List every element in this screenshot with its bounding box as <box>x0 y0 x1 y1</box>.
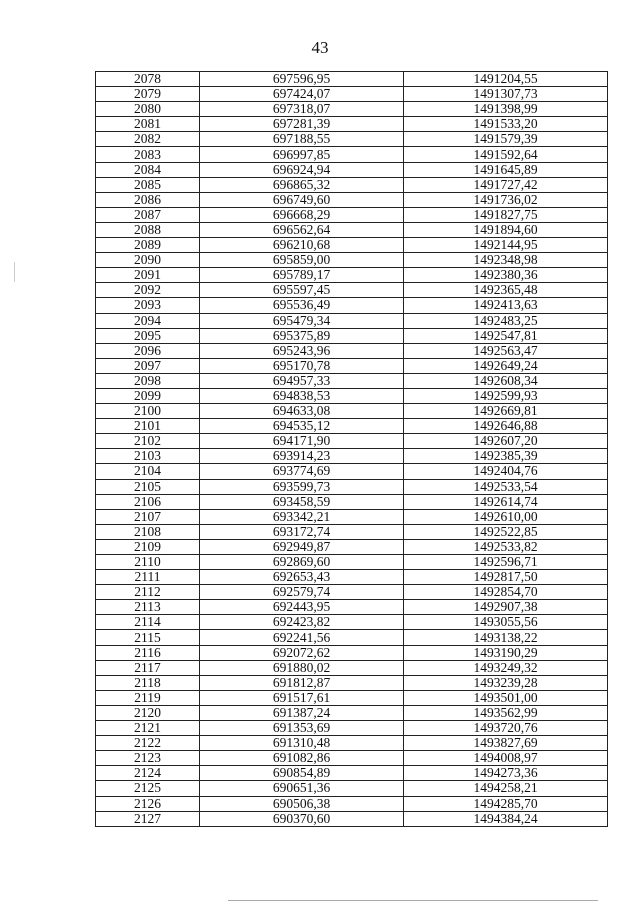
table-row <box>96 630 608 645</box>
y-coordinate-cell: 1492385,39 <box>404 449 608 464</box>
y-coordinate-cell: 1492610,00 <box>404 509 608 524</box>
point-number-cell: 2108 <box>96 524 200 539</box>
x-coordinate-cell: 692869,60 <box>200 555 404 570</box>
point-number-cell: 2101 <box>96 419 200 434</box>
y-coordinate-cell: 1494008,97 <box>404 751 608 766</box>
x-coordinate-cell: 695597,45 <box>200 283 404 298</box>
point-number-cell: 2083 <box>96 147 200 162</box>
table-row <box>96 373 608 388</box>
table-row <box>96 147 608 162</box>
y-coordinate-cell: 1491579,39 <box>404 132 608 147</box>
y-coordinate-cell: 1491645,89 <box>404 162 608 177</box>
x-coordinate-cell: 691880,02 <box>200 660 404 675</box>
table-row <box>96 449 608 464</box>
x-coordinate-cell: 691517,61 <box>200 690 404 705</box>
y-coordinate-cell: 1493249,32 <box>404 660 608 675</box>
table-row <box>96 645 608 660</box>
table-row <box>96 207 608 222</box>
table-row <box>96 736 608 751</box>
x-coordinate-cell: 692579,74 <box>200 585 404 600</box>
y-coordinate-cell: 1494384,24 <box>404 811 608 826</box>
point-number-cell: 2121 <box>96 721 200 736</box>
table-row <box>96 524 608 539</box>
y-coordinate-cell: 1492599,93 <box>404 388 608 403</box>
y-coordinate-cell: 1493239,28 <box>404 675 608 690</box>
y-coordinate-cell: 1493720,76 <box>404 721 608 736</box>
x-coordinate-cell: 693914,23 <box>200 449 404 464</box>
table-row <box>96 509 608 524</box>
y-coordinate-cell: 1491592,64 <box>404 147 608 162</box>
table-row <box>96 781 608 796</box>
point-number-cell: 2079 <box>96 87 200 102</box>
x-coordinate-cell: 694838,53 <box>200 388 404 403</box>
y-coordinate-cell: 1492854,70 <box>404 585 608 600</box>
x-coordinate-cell: 690854,89 <box>200 766 404 781</box>
table-row <box>96 690 608 705</box>
table-row <box>96 132 608 147</box>
y-coordinate-cell: 1491736,02 <box>404 192 608 207</box>
y-coordinate-cell: 1493827,69 <box>404 736 608 751</box>
point-number-cell: 2119 <box>96 690 200 705</box>
point-number-cell: 2125 <box>96 781 200 796</box>
x-coordinate-cell: 697596,95 <box>200 72 404 87</box>
y-coordinate-cell: 1493501,00 <box>404 690 608 705</box>
table-row <box>96 419 608 434</box>
x-coordinate-cell: 694633,08 <box>200 404 404 419</box>
table-row <box>96 404 608 419</box>
y-coordinate-cell: 1492547,81 <box>404 328 608 343</box>
y-coordinate-cell: 1491398,99 <box>404 102 608 117</box>
x-coordinate-cell: 696668,29 <box>200 207 404 222</box>
page-number: 43 <box>311 38 329 57</box>
y-coordinate-cell: 1491894,60 <box>404 222 608 237</box>
y-coordinate-cell: 1492596,71 <box>404 555 608 570</box>
y-coordinate-cell: 1492669,81 <box>404 404 608 419</box>
point-number-cell: 2115 <box>96 630 200 645</box>
table-row <box>96 766 608 781</box>
point-number-cell: 2118 <box>96 675 200 690</box>
point-number-cell: 2082 <box>96 132 200 147</box>
point-number-cell: 2086 <box>96 192 200 207</box>
y-coordinate-cell: 1493138,22 <box>404 630 608 645</box>
x-coordinate-cell: 696865,32 <box>200 177 404 192</box>
y-coordinate-cell: 1492533,82 <box>404 539 608 554</box>
table-row <box>96 388 608 403</box>
table-row <box>96 539 608 554</box>
table-row <box>96 72 608 87</box>
x-coordinate-cell: 694171,90 <box>200 434 404 449</box>
point-number-cell: 2100 <box>96 404 200 419</box>
x-coordinate-cell: 695479,34 <box>200 313 404 328</box>
x-coordinate-cell: 694957,33 <box>200 373 404 388</box>
x-coordinate-cell: 692949,87 <box>200 539 404 554</box>
x-coordinate-cell: 693172,74 <box>200 524 404 539</box>
x-coordinate-cell: 691310,48 <box>200 736 404 751</box>
x-coordinate-cell: 692653,43 <box>200 570 404 585</box>
y-coordinate-cell: 1492817,50 <box>404 570 608 585</box>
x-coordinate-cell: 697188,55 <box>200 132 404 147</box>
table-row <box>96 343 608 358</box>
point-number-cell: 2105 <box>96 479 200 494</box>
table-row <box>96 555 608 570</box>
y-coordinate-cell: 1492144,95 <box>404 238 608 253</box>
x-coordinate-cell: 693458,59 <box>200 494 404 509</box>
point-number-cell: 2102 <box>96 434 200 449</box>
point-number-cell: 2087 <box>96 207 200 222</box>
point-number-cell: 2117 <box>96 660 200 675</box>
table-row <box>96 283 608 298</box>
point-number-cell: 2126 <box>96 796 200 811</box>
point-number-cell: 2092 <box>96 283 200 298</box>
y-coordinate-cell: 1493055,56 <box>404 615 608 630</box>
table-row <box>96 87 608 102</box>
table-row <box>96 811 608 826</box>
table-row <box>96 222 608 237</box>
y-coordinate-cell: 1491307,73 <box>404 87 608 102</box>
table-row <box>96 705 608 720</box>
table-row <box>96 238 608 253</box>
table-row <box>96 464 608 479</box>
y-coordinate-cell: 1491533,20 <box>404 117 608 132</box>
point-number-cell: 2120 <box>96 705 200 720</box>
point-number-cell: 2094 <box>96 313 200 328</box>
x-coordinate-cell: 695536,49 <box>200 298 404 313</box>
point-number-cell: 2107 <box>96 509 200 524</box>
y-coordinate-cell: 1492607,20 <box>404 434 608 449</box>
table-row <box>96 298 608 313</box>
table-row <box>96 585 608 600</box>
y-coordinate-cell: 1494258,21 <box>404 781 608 796</box>
table-row <box>96 268 608 283</box>
x-coordinate-cell: 691812,87 <box>200 675 404 690</box>
point-number-cell: 2091 <box>96 268 200 283</box>
point-number-cell: 2084 <box>96 162 200 177</box>
coordinates-table <box>95 71 608 827</box>
y-coordinate-cell: 1492413,63 <box>404 298 608 313</box>
point-number-cell: 2110 <box>96 555 200 570</box>
point-number-cell: 2123 <box>96 751 200 766</box>
table-row <box>96 162 608 177</box>
point-number-cell: 2081 <box>96 117 200 132</box>
bottom-rule <box>228 900 598 901</box>
table-row <box>96 313 608 328</box>
point-number-cell: 2104 <box>96 464 200 479</box>
y-coordinate-cell: 1492649,24 <box>404 358 608 373</box>
x-coordinate-cell: 695375,89 <box>200 328 404 343</box>
x-coordinate-cell: 693774,69 <box>200 464 404 479</box>
point-number-cell: 2080 <box>96 102 200 117</box>
point-number-cell: 2085 <box>96 177 200 192</box>
table-body <box>96 72 608 827</box>
x-coordinate-cell: 690506,38 <box>200 796 404 811</box>
y-coordinate-cell: 1492483,25 <box>404 313 608 328</box>
x-coordinate-cell: 692241,56 <box>200 630 404 645</box>
table-row <box>96 192 608 207</box>
table-row <box>96 253 608 268</box>
y-coordinate-cell: 1491727,42 <box>404 177 608 192</box>
y-coordinate-cell: 1494273,36 <box>404 766 608 781</box>
x-coordinate-cell: 696924,94 <box>200 162 404 177</box>
y-coordinate-cell: 1492907,38 <box>404 600 608 615</box>
y-coordinate-cell: 1493562,99 <box>404 705 608 720</box>
table-row <box>96 177 608 192</box>
point-number-cell: 2078 <box>96 72 200 87</box>
table-row <box>96 328 608 343</box>
table-row <box>96 570 608 585</box>
point-number-cell: 2095 <box>96 328 200 343</box>
point-number-cell: 2099 <box>96 388 200 403</box>
point-number-cell: 2111 <box>96 570 200 585</box>
y-coordinate-cell: 1492614,74 <box>404 494 608 509</box>
scan-mark <box>14 262 15 282</box>
table-row <box>96 102 608 117</box>
x-coordinate-cell: 696997,85 <box>200 147 404 162</box>
x-coordinate-cell: 697424,07 <box>200 87 404 102</box>
x-coordinate-cell: 695243,96 <box>200 343 404 358</box>
x-coordinate-cell: 690651,36 <box>200 781 404 796</box>
y-coordinate-cell: 1492365,48 <box>404 283 608 298</box>
point-number-cell: 2088 <box>96 222 200 237</box>
x-coordinate-cell: 693342,21 <box>200 509 404 524</box>
y-coordinate-cell: 1493190,29 <box>404 645 608 660</box>
table-row <box>96 660 608 675</box>
point-number-cell: 2096 <box>96 343 200 358</box>
table-row <box>96 615 608 630</box>
x-coordinate-cell: 692072,62 <box>200 645 404 660</box>
table-row <box>96 796 608 811</box>
y-coordinate-cell: 1492646,88 <box>404 419 608 434</box>
x-coordinate-cell: 696210,68 <box>200 238 404 253</box>
point-number-cell: 2116 <box>96 645 200 660</box>
point-number-cell: 2097 <box>96 358 200 373</box>
x-coordinate-cell: 697281,39 <box>200 117 404 132</box>
point-number-cell: 2089 <box>96 238 200 253</box>
table-row <box>96 434 608 449</box>
x-coordinate-cell: 691387,24 <box>200 705 404 720</box>
x-coordinate-cell: 690370,60 <box>200 811 404 826</box>
y-coordinate-cell: 1492563,47 <box>404 343 608 358</box>
point-number-cell: 2122 <box>96 736 200 751</box>
point-number-cell: 2113 <box>96 600 200 615</box>
x-coordinate-cell: 692443,95 <box>200 600 404 615</box>
x-coordinate-cell: 697318,07 <box>200 102 404 117</box>
y-coordinate-cell: 1492380,36 <box>404 268 608 283</box>
table-row <box>96 117 608 132</box>
point-number-cell: 2106 <box>96 494 200 509</box>
y-coordinate-cell: 1492533,54 <box>404 479 608 494</box>
x-coordinate-cell: 695859,00 <box>200 253 404 268</box>
table-row <box>96 751 608 766</box>
y-coordinate-cell: 1492608,34 <box>404 373 608 388</box>
y-coordinate-cell: 1492404,76 <box>404 464 608 479</box>
table-row <box>96 358 608 373</box>
point-number-cell: 2112 <box>96 585 200 600</box>
y-coordinate-cell: 1491827,75 <box>404 207 608 222</box>
x-coordinate-cell: 691082,86 <box>200 751 404 766</box>
x-coordinate-cell: 695170,78 <box>200 358 404 373</box>
x-coordinate-cell: 693599,73 <box>200 479 404 494</box>
x-coordinate-cell: 696749,60 <box>200 192 404 207</box>
point-number-cell: 2109 <box>96 539 200 554</box>
x-coordinate-cell: 694535,12 <box>200 419 404 434</box>
point-number-cell: 2093 <box>96 298 200 313</box>
table-row <box>96 479 608 494</box>
y-coordinate-cell: 1492522,85 <box>404 524 608 539</box>
table-row <box>96 721 608 736</box>
point-number-cell: 2114 <box>96 615 200 630</box>
y-coordinate-cell: 1492348,98 <box>404 253 608 268</box>
table-row <box>96 494 608 509</box>
x-coordinate-cell: 696562,64 <box>200 222 404 237</box>
y-coordinate-cell: 1494285,70 <box>404 796 608 811</box>
x-coordinate-cell: 691353,69 <box>200 721 404 736</box>
point-number-cell: 2124 <box>96 766 200 781</box>
table-row <box>96 600 608 615</box>
x-coordinate-cell: 692423,82 <box>200 615 404 630</box>
y-coordinate-cell: 1491204,55 <box>404 72 608 87</box>
point-number-cell: 2090 <box>96 253 200 268</box>
point-number-cell: 2098 <box>96 373 200 388</box>
point-number-cell: 2127 <box>96 811 200 826</box>
table-row <box>96 675 608 690</box>
point-number-cell: 2103 <box>96 449 200 464</box>
x-coordinate-cell: 695789,17 <box>200 268 404 283</box>
